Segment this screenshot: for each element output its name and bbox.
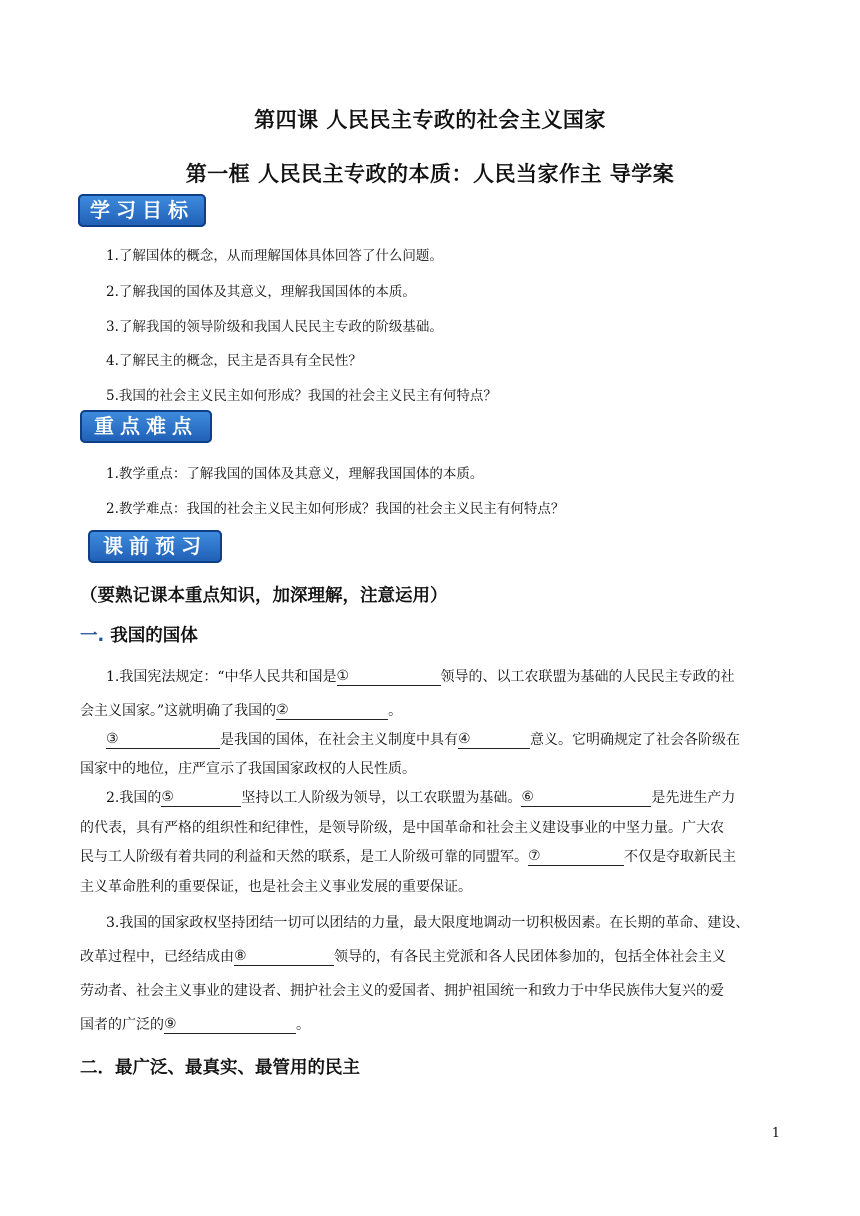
text: 。: [388, 703, 403, 719]
p1-line1: [106, 666, 735, 686]
p3-line4: [80, 1014, 310, 1034]
p2-line1: [106, 787, 735, 807]
objective-item: 1.了解国体的概念，从而理解国体具体回答了什么问题。: [106, 248, 443, 264]
objectives-badge: 学习目标: [78, 194, 206, 227]
p1-line4: 国家中的地位，庄严宣示了我国国家政权的人民性质。: [80, 761, 416, 777]
blank-6[interactable]: [521, 789, 651, 807]
page-number: 1: [771, 1126, 780, 1141]
text: 1.我国宪法规定：“中华人民共和国是: [106, 669, 337, 685]
p2-line4: 主义革命胜利的重要保证，也是社会主义事业发展的重要保证。: [80, 879, 472, 895]
p2-line2: 的代表，具有严格的组织性和纪律性，是领导阶级，是中国革命和社会主义建设事业的中坚力量。广大农: [80, 820, 724, 836]
preview-note: （要熟记课本重点知识，加深理解，注意运用）: [80, 586, 448, 606]
blank-9[interactable]: [164, 1016, 296, 1034]
keypoints-badge: 重点难点: [80, 410, 212, 443]
text: 会主义国家。”这就明确了我国的: [80, 703, 277, 719]
part1-number: 一.: [80, 626, 105, 646]
part1-heading: [80, 622, 198, 647]
text: 领导的，有各民主党派和各人民团体参加的，包括全体社会主义: [334, 949, 726, 965]
text: 民与工人阶级有着共同的利益和天然的联系，是工人阶级可靠的同盟军。: [80, 849, 528, 865]
text: 坚持以工人阶级为领导，以工农联盟为基础。: [241, 790, 522, 806]
text: 意义。它明确规定了社会各阶级在: [530, 732, 740, 748]
objective-item: 3.了解我国的领导阶级和我国人民民主专政的阶级基础。: [106, 319, 443, 335]
blank-7[interactable]: [528, 848, 624, 866]
blank-number: ②: [276, 702, 289, 718]
blank-number: ③: [106, 731, 119, 747]
keypoint-item: 1.教学重点：了解我国的国体及其意义，理解我国国体的本质。: [106, 466, 484, 482]
blank-number: ⑥: [521, 789, 534, 805]
objective-item: 5.我国的社会主义民主如何形成？我国的社会主义民主有何特点？: [106, 388, 497, 404]
blank-number: ④: [458, 731, 471, 747]
blank-number: ①: [336, 668, 350, 684]
blank-5[interactable]: [161, 789, 241, 807]
p1-line3: [106, 729, 740, 749]
blank-number: ⑦: [528, 848, 541, 864]
blank-4[interactable]: [458, 731, 530, 749]
text: 国者的广泛的: [80, 1017, 164, 1033]
lesson-title: 第四课 人民民主专政的社会主义国家: [254, 108, 606, 132]
p2-line3: [80, 846, 736, 866]
keypoint-item: 2.教学难点：我国的社会主义民主如何形成？我国的社会主义民主有何特点？: [106, 501, 565, 517]
blank-number: ⑤: [161, 789, 174, 805]
text: 是我国的国体，在社会主义制度中具有: [220, 732, 458, 748]
text: 领导的、以工农联盟为基础的人民民主专政的社: [440, 669, 735, 685]
text: 2.我国的: [106, 790, 162, 806]
objective-item: 2.了解我国的国体及其意义，理解我国国体的本质。: [106, 284, 416, 300]
text: 是先进生产力: [651, 790, 736, 806]
blank-8[interactable]: [234, 948, 334, 966]
preview-badge: 课前预习: [88, 530, 222, 563]
p3-line3: 劳动者、社会主义事业的建设者、拥护社会主义的爱国者、拥护祖国统一和致力于中华民族伟大复兴的爱: [80, 983, 724, 999]
text: 改革过程中，已经结成由: [80, 949, 234, 965]
text: 不仅是夺取新民主: [624, 849, 736, 865]
p3-line2: [80, 946, 726, 966]
text: 。: [296, 1017, 310, 1033]
blank-1[interactable]: [337, 668, 441, 686]
blank-number: ⑨: [164, 1016, 177, 1032]
p3-line1: 3.我国的国家政权坚持团结一切可以团结的力量，最大限度地调动一切积极因素。在长期的革命、建设、: [106, 915, 750, 931]
blank-number: ⑧: [234, 948, 247, 964]
blank-3[interactable]: [106, 731, 220, 749]
blank-2[interactable]: [276, 702, 388, 720]
part1-heading-text: 我国的国体: [110, 626, 198, 646]
part2-heading: 二．最广泛、最真实、最管用的民主: [80, 1058, 360, 1078]
objective-item: 4.了解民主的概念，民主是否具有全民性？: [106, 353, 362, 369]
section-title: 第一框 人民民主专政的本质：人民当家作主 导学案: [185, 162, 675, 186]
p1-line2: [80, 700, 402, 720]
